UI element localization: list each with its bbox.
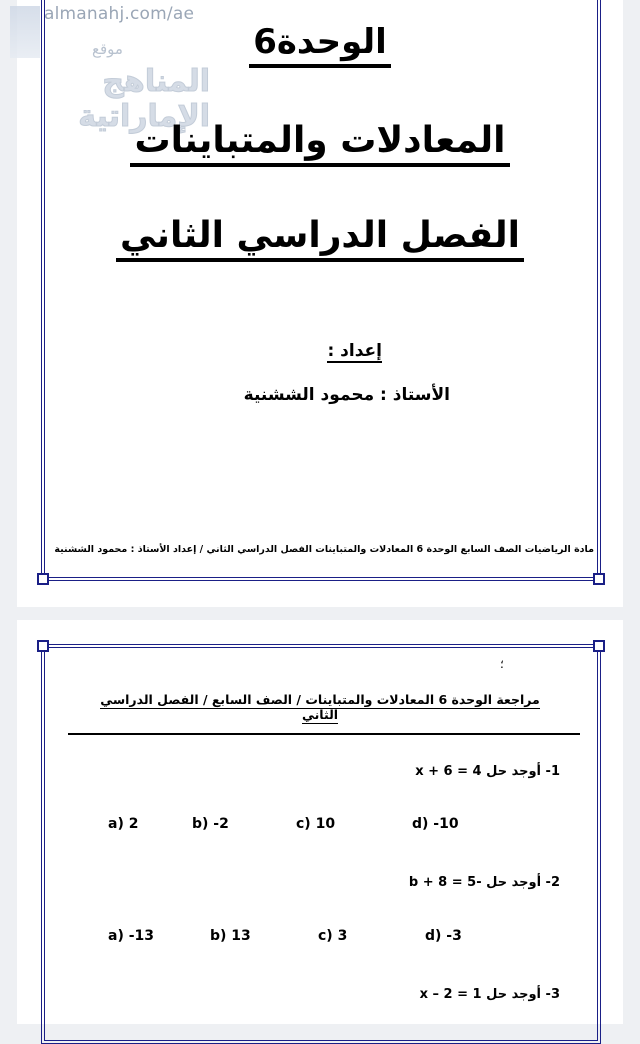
review-heading: مراجعة الوحدة 6 المعادلات والمتباينات / الصف السابع / الفصل الدراسي الثاني (100, 692, 540, 722)
q1-option-d: d) -10 (412, 816, 459, 832)
frame-corner (593, 640, 605, 652)
q1-option-b: b) -2 (192, 816, 229, 832)
question-2: 2- أوجد حل -5 = b + 8 (408, 875, 560, 890)
teacher-name: الأستاذ : محمود الششنية (243, 385, 450, 405)
watermark-site-name: المناهج الإماراتية (78, 64, 210, 134)
watermark-url: almanahj.com/ae (44, 4, 195, 24)
unit-title: الوحدة6 (0, 22, 640, 68)
cover-footer: مادة الرياضيات الصف السابع الوحدة 6 المعادلات والمتباينات الفصل الدراسي الثاني / إعداد الأستاذ : محمود الششنية (54, 544, 594, 555)
prepared-by-label: إعداد : (327, 341, 382, 361)
topic-title: المعادلات والمتباينات (0, 120, 640, 167)
q2-option-b: b) 13 (210, 928, 251, 944)
frame-corner (37, 640, 49, 652)
q1-option-a: a) 2 (108, 816, 139, 832)
q2-option-c: c) 3 (318, 928, 348, 944)
frame-corner (593, 573, 605, 585)
heading-divider (68, 733, 580, 735)
q1-option-c: c) 10 (296, 816, 336, 832)
q2-option-a: a) -13 (108, 928, 155, 944)
semester-title: الفصل الدراسي الثاني (0, 215, 640, 262)
question-3: 3- أوجد حل x – 2 = 1 (419, 987, 560, 1002)
q2-option-d: d) -3 (425, 928, 462, 944)
corner-mark: ؛ (500, 657, 504, 671)
frame-corner (37, 573, 49, 585)
question-1: 1- أوجد حل x + 6 = 4 (415, 764, 560, 779)
watermark-site-label: موقع (92, 40, 123, 58)
